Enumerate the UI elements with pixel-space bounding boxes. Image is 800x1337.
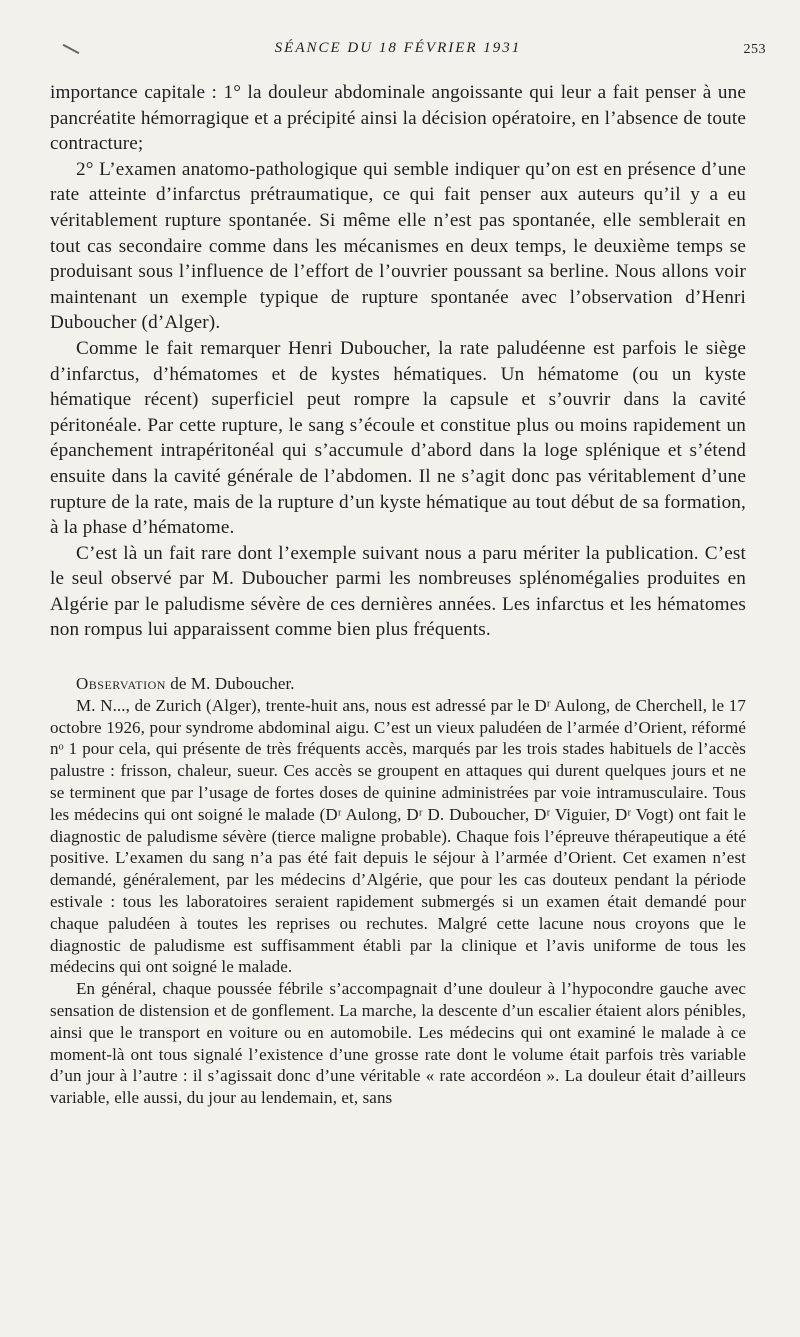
paragraph-1: importance capitale : 1° la douleur abdominale angoissante qui leur a fait penser à une pancréatite hémorragique et a précipité ainsi la décision opératoire, en l’absence de toute contracture; xyxy=(50,82,746,155)
paragraph-3: Comme le fait remarquer Henri Duboucher, la rate paludéenne est parfois le siège d’infarctus, d’hématomes et de kystes hématiques. Un hématome (ou un kyste hématique récent) superficiel peut rompre la capsule et s’ouvrir dans la cavité péritonéale. Par cette rupture, le sang s’écoule et constitue plus ou moins rapidement un épanchement intrapéritonéal qui s’accumule d’abord dans la loge splénique et s’étend ensuite dans la cavité générale de l’abdomen. Il ne s’agit donc pas véritablement d’une rupture de la rate, mais de la rupture d’un kyste hématique au tout début de sa formation, à la phase d’hématome. xyxy=(50,337,746,539)
observation-label: Observation xyxy=(76,674,166,694)
observation-author: de M. Duboucher. xyxy=(165,674,295,694)
paragraph-2: 2° L’examen anatomo-pathologique qui semble indiquer qu’on est en présence d’une rate atteinte d’infarctus prétraumatique, ce qui fait penser aux auteurs qu’il y a eu véritablement rupture spontanée. Si même elle n’est pas spontanée, elle semblerait en tout cas secondaire comme dans les mécanismes en deux temps, le deuxième temps se produisant sous l’influence de l’effort de l’ouvrier poussant sa berline. Nous allons voir maintenant un exemple typique de rupture spontanée avec l’observation d’Henri Duboucher (d’Alger). xyxy=(50,158,746,334)
running-title: SÉANCE DU 18 FÉVRIER 1931 xyxy=(274,40,522,56)
observation-paragraph-1: M. N..., de Zurich (Alger), trente-huit ans, nous est adressé par le Dʳ Aulong, de Cherchell, le 17 octobre 1926, pour syndrome abdominal aigu. C’est un vieux paludéen de l’armée d’Orient, réformé nᵒ 1 pour cela, qui présente de très fréquents accès, marqués par les trois stades habituels de l’accès palustre : frisson, chaleur, sueur. Ces accès se groupent en attaques qui durent quelques jours et ne se terminent que par l’usage de fortes doses de quinine administrées par voie intramusculaire. Tous les médecins qui ont soigné le malade (Dʳ Aulong, Dʳ D. Duboucher, Dʳ Viguier, Dʳ Vogt) ont fait le diagnostic de paludisme sévère (tierce maligne probable). Chaque fois l’épreuve thérapeutique a été positive. L’examen du sang n’a pas été fait depuis le séjour à l’armée d’Orient. Cet examen n’est demandé, généralement, par les médecins d’Algérie, que pour les cas douteux pendant la période estivale : tous les laboratoires seraient rapidement submergés si un examen était demandé pour chaque paludéen à toutes les reprises ou rechutes. Malgré cette lacune nous croyons que le diagnostic de paludisme est suffisamment établi par la clinique et l’avis uniforme de tous les médecins qui ont soigné le malade. xyxy=(50,695,746,977)
page-number: 253 xyxy=(743,42,766,57)
main-text xyxy=(50,80,746,643)
observation-heading xyxy=(76,673,746,695)
observation-section xyxy=(50,673,746,1109)
observation-paragraph-2: En général, chaque poussée fébrile s’accompagnait d’une douleur à l’hypocondre gauche avec sensation de distension et de gonflement. La marche, la descente d’un escalier étaient alors pénibles, ainsi que le transport en voiture ou en automobile. Les médecins qui ont examiné le malade à ce moment-là ont tous signalé l’existence d’une grosse rate dont le volume était parfois très variable d’un jour à l’autre : il s’agissait donc d’une véritable « rate accordéon ». La douleur était d’ailleurs variable, elle aussi, du jour au lendemain, et, sans xyxy=(50,979,746,1108)
paragraph-4: C’est là un fait rare dont l’exemple suivant nous a paru mériter la publication. C’est le seul observé par M. Duboucher parmi les nombreuses splénomégalies produites en Algérie par le paludisme sévère de ces dernières années. Les infarctus et les hématomes non rompus lui apparaissent comme bien plus fréquents. xyxy=(50,542,746,641)
running-head xyxy=(50,38,766,68)
